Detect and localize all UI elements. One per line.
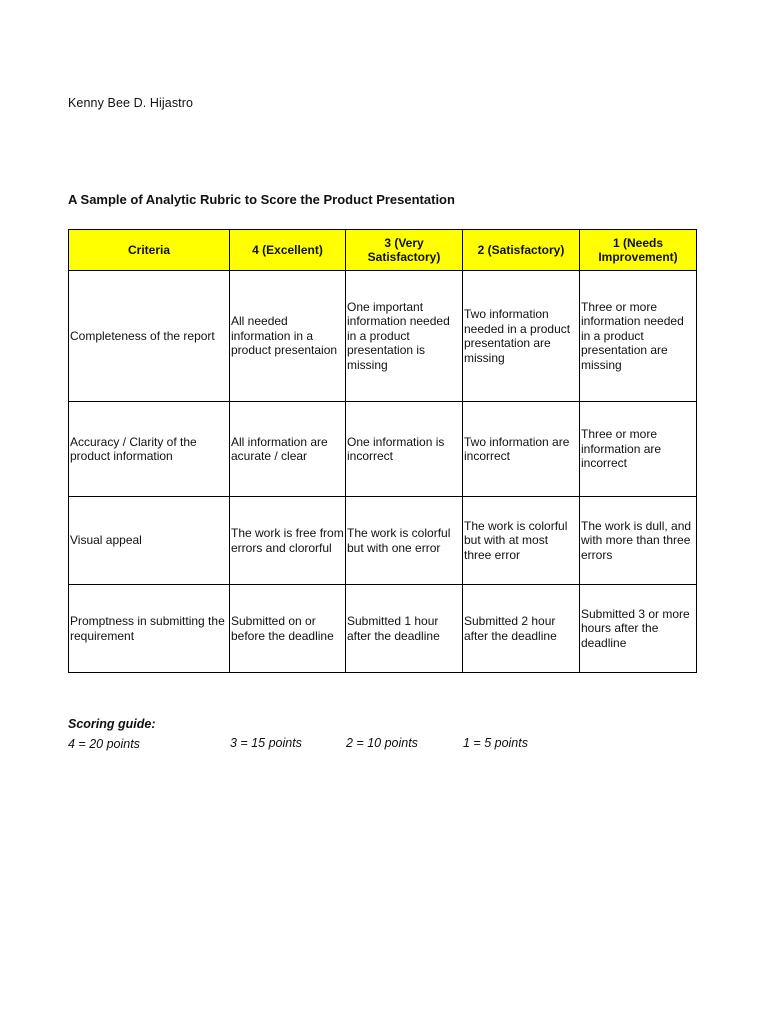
score-2-cell: The work is colorful but with at most three error [463,497,580,585]
table-row [69,402,697,497]
score-4-cell: Submitted on or before the deadline [230,585,346,673]
criteria-cell: Accuracy / Clarity of the product information [69,402,230,497]
score-1-cell: Three or more information needed in a product presentation are missing [580,271,697,402]
header-satisfactory: 2 (Satisfactory) [463,230,580,271]
table-row [69,585,697,673]
score-3-cell: The work is colorful but with one error [346,497,463,585]
criteria-cell: Completeness of the report [69,271,230,402]
score-2-cell: Two information are incorrect [463,402,580,497]
score-1-cell: Submitted 3 or more hours after the deadline [580,585,697,673]
document-title: A Sample of Analytic Rubric to Score the Product Presentation [68,192,455,207]
scoring-guide-item-2: 2 = 10 points [346,736,418,750]
scoring-guide-item-3: 3 = 15 points [230,736,302,750]
scoring-guide-item-1: 1 = 5 points [463,736,528,750]
table-row [69,497,697,585]
score-1-cell: The work is dull, and with more than three errors [580,497,697,585]
score-4-cell: All needed information in a product presentaion [230,271,346,402]
score-3-cell: One information is incorrect [346,402,463,497]
score-3-cell: Submitted 1 hour after the deadline [346,585,463,673]
criteria-cell: Promptness in submitting the requirement [69,585,230,673]
score-2-cell: Submitted 2 hour after the deadline [463,585,580,673]
author-name: Kenny Bee D. Hijastro [68,96,194,110]
score-2-cell: Two information needed in a product presentation are missing [463,271,580,402]
criteria-cell: Visual appeal [69,497,230,585]
scoring-guide-title: Scoring guide: [68,717,156,731]
header-criteria: Criteria [69,230,230,271]
scoring-guide-item-4: 4 = 20 points [68,737,140,751]
rubric-table [68,229,697,673]
header-excellent: 4 (Excellent) [230,230,346,271]
header-row [69,230,697,271]
score-1-cell: Three or more information are incorrect [580,402,697,497]
header-very-satisfactory: 3 (Very Satisfactory) [346,230,463,271]
score-4-cell: The work is free from errors and clororful [230,497,346,585]
score-4-cell: All information are acurate / clear [230,402,346,497]
header-needs-improvement: 1 (Needs Improvement) [580,230,697,271]
table-row [69,271,697,402]
score-3-cell: One important information needed in a product presentation is missing [346,271,463,402]
